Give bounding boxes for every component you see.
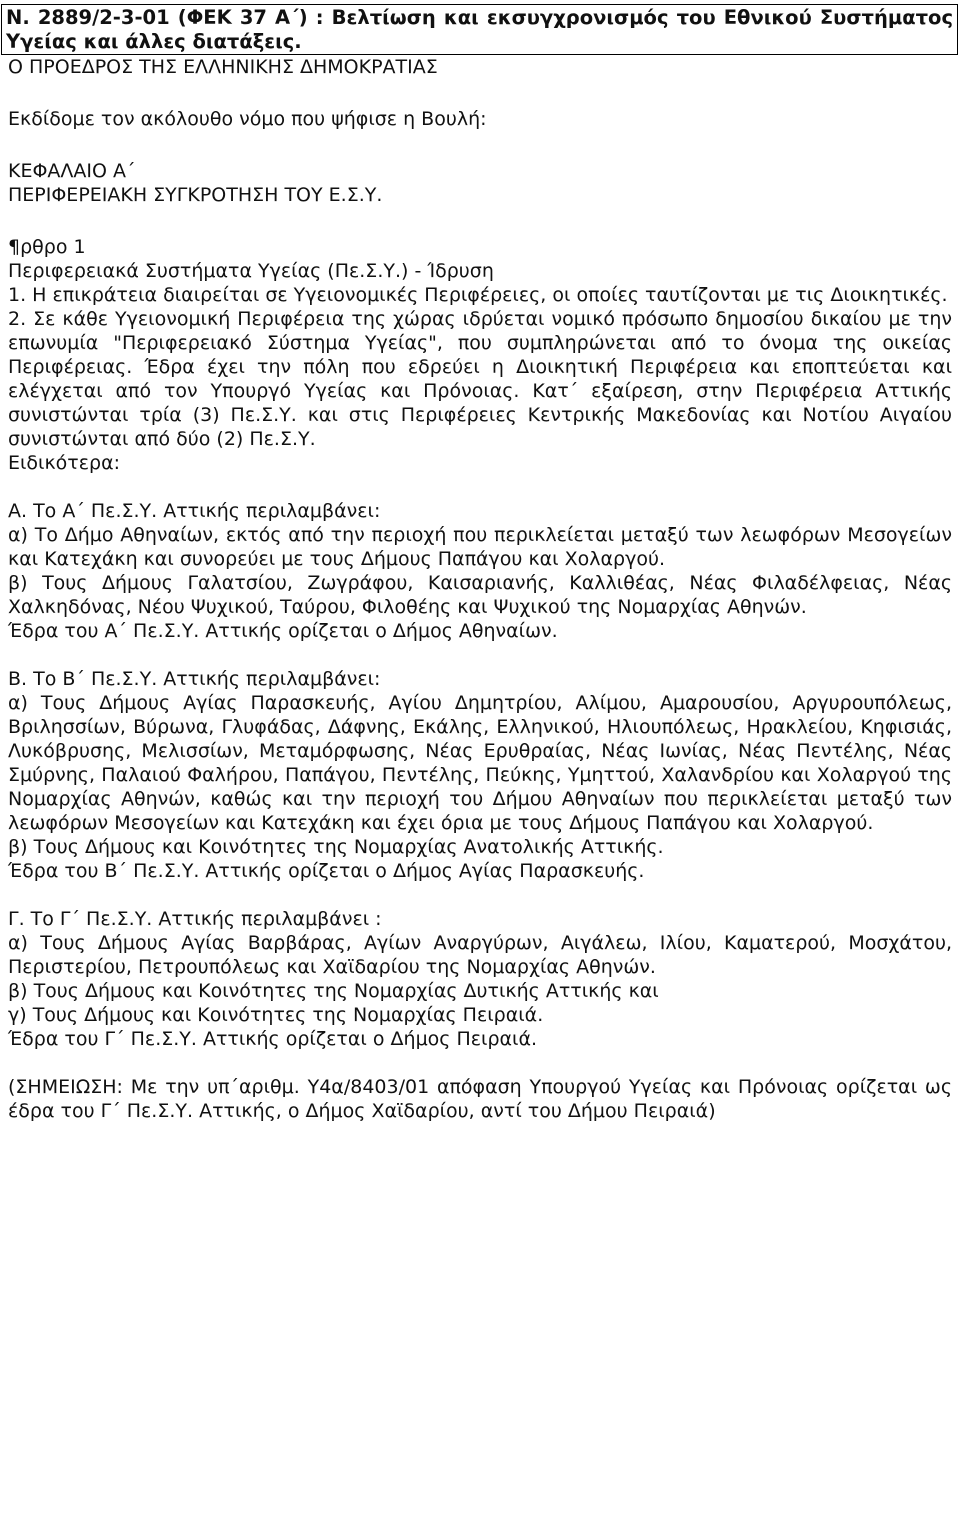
section-b-item-a: α) Τους Δήμους Αγίας Παρασκευής, Αγίου Δημητρίου, Αλίμου, Αμαρουσίου, Αργυρουπόλεως, Βριλησσίων, Βύρωνα, Γλυφάδας, Δάφνης, Εκάλης, Ελληνικού, Ηλιουπόλεως, Ηρακλείου, Κηφισιάς, Λυκόβρυσης, Μελισσίων, Μεταμόρφωσης, Νέας Ερυθραίας, Νέας Ιωνίας, Νέας Πεντέλης, Νέας Σμύρνης, Παλαιού Φαλήρου, Παπάγου, Πεντέλης, Πεύκης, Υμηττού, Χαλανδρίου και Χολαργού της Νομαρχίας Αθηνών, καθώς και την περιοχή του Δήμου Αθηναίων που περικλείεται μεταξύ των λεωφόρων Μεσογείων και Κατεχάκη και έχει όρια με τους Δήμους Παπάγου και Χολαργού.: [8, 692, 952, 834]
section-a-item-b: β) Τους Δήμους Γαλατσίου, Ζωγράφου, Καισαριανής, Καλλιθέας, Νέας Φιλαδέλφειας, Νέας Χαλκηδόνας, Νέου Ψυχικού, Ταύρου, Φιλοθέης και Ψυχικού της Νομαρχίας Αθηνών.: [8, 572, 952, 618]
spacer: [8, 79, 952, 107]
spacer: [8, 131, 952, 159]
spacer: [8, 207, 952, 235]
chapter-heading: ΚΕΦΑΛΑΙΟ Α΄: [8, 160, 136, 182]
spacer: [8, 475, 952, 499]
paragraph-2: 2. Σε κάθε Υγειονομική Περιφέρεια της χώρας ιδρύεται νομικό πρόσωπο δημοσίου δικαίου με την επωνυμία "Περιφερειακό Σύστημα Υγείας", που συμπληρώνεται από το όνομα της οικείας Περιφέρειας. Έδρα έχει την πόλη που εδρεύει η Διοικητική Περιφέρεια και εποπτεύεται και ελέγχεται από τον Υπουργό Υγείας και Πρόνοιας. Κατ΄ εξαίρεση, στην Περιφέρεια Αττικής συνιστώνται τρία (3) Πε.Σ.Υ. και στις Περιφέρειες Κεντρικής Μακεδονίας και Νοτίου Αιγαίου συνιστώνται από δύο (2) Πε.Σ.Υ.: [8, 308, 952, 450]
pilcrow-icon: ¶: [8, 236, 21, 258]
law-title: N. 2889/2-3-01 (ΦΕΚ 37 Α΄) : Βελτίωση και εκσυγχρονισμός του Εθνικού Συστήματος Υγείας και άλλες διατάξεις.: [1, 4, 958, 55]
section-a-heading: Α. Το Α΄ Πε.Σ.Υ. Αττικής περιλαμβάνει:: [8, 500, 381, 522]
specifically-label: Ειδικότερα:: [8, 452, 121, 474]
enactment-formula: Εκδίδομε τον ακόλουθο νόμο που ψήφισε η Βουλή:: [8, 108, 487, 130]
spacer: [8, 643, 952, 667]
section-b-seat: Έδρα του Β΄ Πε.Σ.Υ. Αττικής ορίζεται ο Δήμος Αγίας Παρασκευής.: [8, 860, 645, 882]
section-c-item-c: γ) Τους Δήμους και Κοινότητες της Νομαρχίας Πειραιά.: [8, 1004, 544, 1026]
note-paragraph: (ΣΗΜΕΙΩΣΗ: Με την υπ΄αριθμ. Υ4α/8403/01 απόφαση Υπουργού Υγείας και Πρόνοιας ορίζεται ως έδρα του Γ΄ Πε.Σ.Υ. Αττικής, ο Δήμος Χαϊδαρίου, αντί του Δήμου Πειραιά): [8, 1076, 952, 1122]
spacer: [8, 883, 952, 907]
spacer: [8, 1051, 952, 1075]
article-title: Περιφερειακά Συστήματα Υγείας (Πε.Σ.Υ.) - Ίδρυση: [8, 260, 494, 282]
section-c-item-a: α) Τους Δήμους Αγίας Βαρβάρας, Αγίων Αναργύρων, Αιγάλεω, Ιλίου, Καματερού, Μοσχάτου, Περιστερίου, Πετρουπόλεως και Χαϊδαρίου της Νομαρχίας Αθηνών.: [8, 932, 952, 978]
article-heading: [8, 235, 952, 259]
section-c-seat: Έδρα του Γ΄ Πε.Σ.Υ. Αττικής ορίζεται ο Δήμος Πειραιά.: [8, 1028, 538, 1050]
section-b-item-b: β) Τους Δήμους και Κοινότητες της Νομαρχίας Ανατολικής Αττικής.: [8, 836, 664, 858]
section-c-item-b: β) Τους Δήμους και Κοινότητες της Νομαρχίας Δυτικής Αττικής και: [8, 980, 659, 1002]
chapter-title: ΠΕΡΙΦΕΡΕΙΑΚΗ ΣΥΓΚΡΟΤΗΣΗ ΤΟΥ Ε.Σ.Υ.: [8, 184, 383, 206]
section-c-heading: Γ. Το Γ΄ Πε.Σ.Υ. Αττικής περιλαμβάνει :: [8, 908, 382, 930]
section-a-item-a: α) Το Δήμο Αθηναίων, εκτός από την περιοχή που περικλείεται μεταξύ των λεωφόρων Μεσογείων και Κατεχάκη και συνορεύει με τους Δήμους Παπάγου και Χολαργού.: [8, 524, 952, 570]
president-heading: Ο ΠΡΟΕΔΡΟΣ ΤΗΣ ΕΛΛΗΝΙΚΗΣ ΔΗΜΟΚΡΑΤΙΑΣ: [8, 56, 438, 78]
paragraph-1: 1. Η επικράτεια διαιρείται σε Υγειονομικές Περιφέρειες, οι οποίες ταυτίζονται με τις Διοικητικές.: [8, 284, 948, 306]
section-b-heading: Β. Το Β΄ Πε.Σ.Υ. Αττικής περιλαμβάνει:: [8, 668, 381, 690]
article-number: ρθρο 1: [20, 236, 86, 258]
section-a-seat: Έδρα του Α΄ Πε.Σ.Υ. Αττικής ορίζεται ο Δήμος Αθηναίων.: [8, 620, 558, 642]
